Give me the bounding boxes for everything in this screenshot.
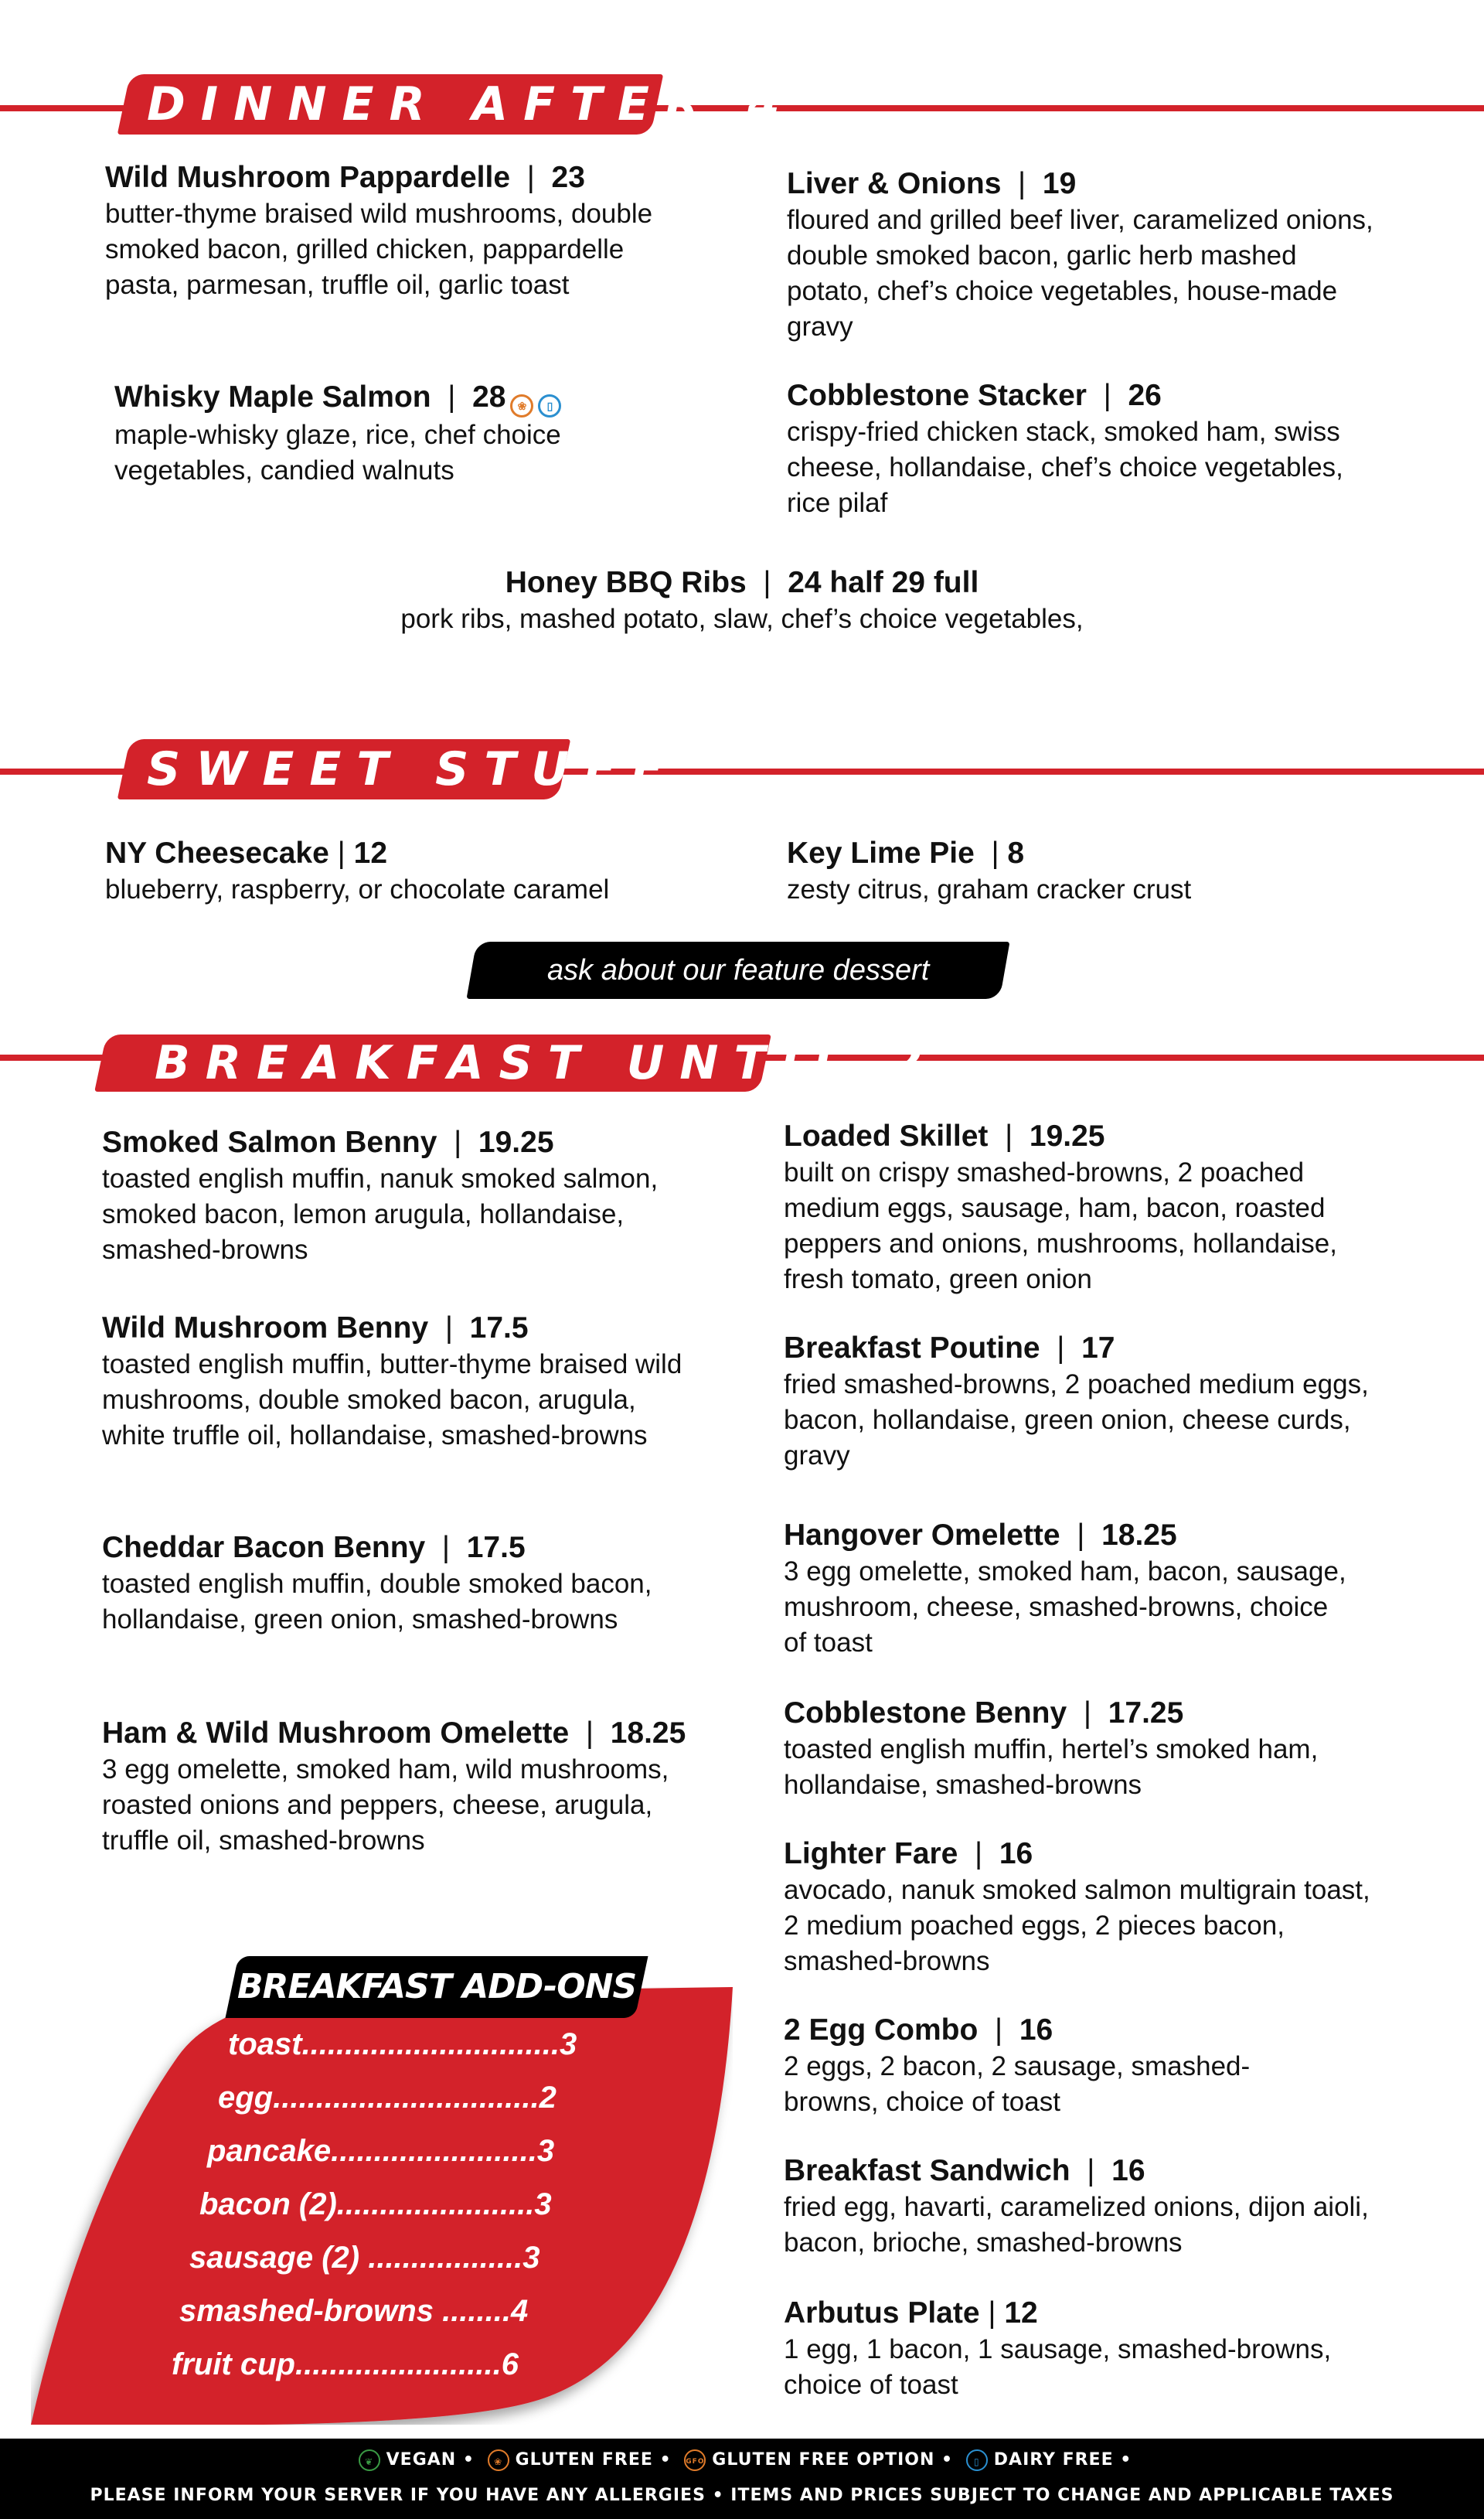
addon-item: pancake........................3 [207,2134,555,2168]
sweet-banner [117,739,679,799]
addon-item: egg...............................2 [218,2081,556,2115]
dairy-free-icon: ▯ [966,2449,988,2471]
item-name: Whisky Maple Salmon [114,380,431,414]
addon-item: bacon (2).......................3 [199,2187,552,2221]
addon-item: sausage (2) ..................3 [189,2241,540,2275]
item-name: Hangover Omelette [784,1519,1060,1552]
addons-title: BREAKFAST ADD-ONS [237,1967,637,2006]
item-desc: avocado, nanuk smoked salmon multigrain toast, 2 medium poached eggs, 2 pieces bacon, smashed-browns [784,1875,1370,1976]
breakfast-title: BREAKFAST UNTIL 2 [155,1036,938,1090]
feature-dessert-banner [466,942,1009,999]
item-price: 28 [472,380,506,414]
item-name: Key Lime Pie [787,837,975,870]
dinner-banner [117,74,795,135]
legend-label: DAIRY FREE [993,2450,1114,2470]
item-name: Cheddar Bacon Benny [102,1531,426,1564]
menu-item: Ham & Wild Mushroom Omelette | 18.25 3 egg omelette, smoked ham, wild mushrooms, roasted onions and peppers, cheese, arugula, truffle oil, smashed-browns [102,1715,705,1859]
item-price: 19 [1042,167,1077,200]
legend-label: GLUTEN FREE [515,2450,653,2470]
menu-item: Whisky Maple Salmon | 28 ❀ ▯ maple-whisky glaze, rice, chef choice vegetables, candied walnuts [114,379,655,489]
dinner-title: DINNER AFTER 4 [147,77,795,131]
diet-legend: ❦ VEGAN • ❀ GLUTEN FREE • GFO GLUTEN FREE OPTION • ▯ DAIRY FREE • [0,2446,1484,2474]
item-price: 16 [999,1837,1033,1870]
item-desc: 2 eggs, 2 bacon, 2 sausage, smashed-browns, choice of toast [784,2051,1251,2117]
allergy-note: PLEASE INFORM YOUR SERVER IF YOU HAVE ANY ALLERGIES • ITEMS AND PRICES SUBJECT TO CHANGE AND APPLICABLE TAXES [90,2486,1394,2505]
menu-item: Breakfast Sandwich | 16 fried egg, havarti, caramelized onions, dijon aioli, bacon, brioche, smashed-browns [784,2153,1387,2261]
menu-item: Liver & Onions | 19 floured and grilled beef liver, caramelized onions, double smoked bacon, garlic herb mashed potato, chef’s choice vegetables, house-made gravy [787,165,1374,345]
item-name: NY Cheesecake [105,837,329,870]
item-price: 16 [1111,2154,1145,2187]
item-price: 12 [353,837,388,870]
item-desc: crispy-fried chicken stack, smoked ham, swiss cheese, hollandaise, chef’s choice vegetables, rice pilaf [787,417,1343,518]
item-desc: blueberry, raspberry, or chocolate caramel [105,874,610,905]
gluten-free-icon: ❀ [488,2449,509,2471]
menu-item: Key Lime Pie | 8 zesty citrus, graham cracker crust [787,835,1374,908]
item-desc: fried smashed-browns, 2 poached medium eggs, bacon, hollandaise, green onion, cheese curds, gravy [784,1369,1369,1471]
item-name: Ham & Wild Mushroom Omelette [102,1716,570,1750]
item-desc: zesty citrus, graham cracker crust [787,874,1192,905]
item-desc: floured and grilled beef liver, caramelized onions, double smoked bacon, garlic herb mashed potato, chef’s choice vegetables, house-made gravy [787,205,1373,342]
item-desc: butter-thyme braised wild mushrooms, double smoked bacon, grilled chicken, pappardelle pasta, parmesan, truffle oil, garlic toast [105,199,653,300]
item-name: Lighter Fare [784,1837,958,1870]
menu-item: Honey BBQ Ribs | 24 half 29 full pork ribs, mashed potato, slaw, chef’s choice vegetables, [278,564,1206,637]
item-price: 23 [551,161,585,194]
item-name: Breakfast Poutine [784,1331,1040,1365]
addon-item: smashed-browns ........4 [179,2294,529,2328]
menu-item: NY Cheesecake | 12 blueberry, raspberry, or chocolate caramel [105,835,723,908]
item-name: Liver & Onions [787,167,1002,200]
item-desc: built on crispy smashed-browns, 2 poached medium eggs, sausage, ham, bacon, roasted peppers and onions, mushrooms, hollandaise, fresh tomato, green onion [784,1157,1337,1294]
item-price: 17.5 [469,1311,529,1345]
item-desc: fried egg, havarti, caramelized onions, dijon aioli, bacon, brioche, smashed-browns [784,2192,1369,2258]
menu-item: Lighter Fare | 16 avocado, nanuk smoked salmon multigrain toast, 2 medium poached eggs, 2 pieces bacon, smashed-browns [784,1836,1387,1979]
menu-item: Wild Mushroom Benny | 17.5 toasted english muffin, butter-thyme braised wild mushrooms, double smoked bacon, arugula, white truffle oil, hollandaise, smashed-browns [102,1310,705,1454]
item-desc: 3 egg omelette, smoked ham, bacon, sausage, mushroom, cheese, smashed-browns, choice of toast [784,1556,1346,1658]
legend-label: VEGAN [386,2450,457,2470]
item-name: Loaded Skillet [784,1120,989,1153]
menu-item: Cobblestone Stacker | 26 crispy-fried chicken stack, smoked ham, swiss cheese, hollandaise, chef’s choice vegetables, rice pilaf [787,377,1374,521]
footer [0,2439,1484,2519]
item-name: 2 Egg Combo [784,2013,979,2047]
menu-item: Hangover Omelette | 18.25 3 egg omelette, smoked ham, bacon, sausage, mushroom, cheese, smashed-browns, choice of toast [784,1517,1356,1661]
item-desc: toasted english muffin, nanuk smoked salmon, smoked bacon, lemon arugula, hollandaise, smashed-browns [102,1164,659,1265]
item-name: Smoked Salmon Benny [102,1126,437,1159]
item-price: 18.25 [1101,1519,1177,1552]
item-price: 17.25 [1108,1696,1184,1730]
item-desc: 3 egg omelette, smoked ham, wild mushrooms, roasted onions and peppers, cheese, arugula, truffle oil, smashed-browns [102,1754,669,1856]
dairy-free-icon: ▯ [538,394,561,418]
menu-item: Arbutus Plate | 12 1 egg, 1 bacon, 1 sausage, smashed-browns, choice of toast [784,2295,1387,2403]
item-name: Cobblestone Benny [784,1696,1067,1730]
item-name: Honey BBQ Ribs [505,566,747,599]
addons-title-banner [225,1956,648,2018]
addon-item: fruit cup........................6 [172,2347,519,2381]
addons-list [155,2018,618,2391]
item-name: Wild Mushroom Benny [102,1311,429,1345]
addon-item: toast..............................3 [228,2027,577,2061]
legend-label: GLUTEN FREE OPTION [712,2450,935,2470]
item-name: Breakfast Sandwich [784,2154,1070,2187]
item-desc: maple-whisky glaze, rice, chef choice vegetables, candied walnuts [114,420,561,486]
menu-item: 2 Egg Combo | 16 2 eggs, 2 bacon, 2 sausage, smashed-browns, choice of toast [784,2012,1325,2120]
menu-item: Wild Mushroom Pappardelle | 23 butter-thyme braised wild mushrooms, double smoked bacon, grilled chicken, pappardelle pasta, parmesan, truffle oil, garlic toast [105,159,693,303]
menu-item: Cobblestone Benny | 17.25 toasted english muffin, hertel’s smoked ham, hollandaise, smashed-browns [784,1695,1402,1803]
sweet-title: SWEET STUFF [147,742,679,796]
item-price: 19.25 [1029,1120,1105,1153]
item-price: 8 [1007,837,1025,870]
menu-item: Loaded Skillet | 19.25 built on crispy smashed-browns, 2 poached medium eggs, sausage, ham, bacon, roasted peppers and onions, mushrooms, hollandaise, fresh tomato, green onion [784,1118,1387,1297]
item-desc: pork ribs, mashed potato, slaw, chef’s choice vegetables, [400,604,1084,634]
feature-dessert-text: ask about our feature dessert [546,954,930,987]
item-desc: 1 egg, 1 bacon, 1 sausage, smashed-browns, choice of toast [784,2334,1332,2400]
item-desc: toasted english muffin, double smoked bacon, hollandaise, green onion, smashed-browns [102,1569,652,1634]
gluten-free-option-icon: GFO [684,2449,706,2471]
item-desc: toasted english muffin, butter-thyme braised wild mushrooms, double smoked bacon, arugula, white truffle oil, hollandaise, smashed-browns [102,1349,682,1450]
item-price: 16 [1019,2013,1053,2047]
menu-item: Cheddar Bacon Benny | 17.5 toasted english muffin, double smoked bacon, hollandaise, green onion, smashed-browns [102,1529,689,1638]
item-price: 24 half 29 full [788,566,979,599]
item-name: Arbutus Plate [784,2296,980,2330]
item-name: Cobblestone Stacker [787,379,1087,412]
item-price: 26 [1128,379,1162,412]
menu-item: Breakfast Poutine | 17 fried smashed-browns, 2 poached medium eggs, bacon, hollandaise, green onion, cheese curds, gravy [784,1330,1371,1474]
vegan-icon: ❦ [359,2449,380,2471]
item-price: 17 [1081,1331,1115,1365]
breakfast-banner [94,1035,938,1092]
item-price: 12 [1004,2296,1038,2330]
menu-item: Smoked Salmon Benny | 19.25 toasted english muffin, nanuk smoked salmon, smoked bacon, lemon arugula, hollandaise, smashed-browns [102,1124,705,1268]
item-price: 18.25 [610,1716,686,1750]
item-name: Wild Mushroom Pappardelle [105,161,511,194]
item-desc: toasted english muffin, hertel’s smoked ham, hollandaise, smashed-browns [784,1734,1319,1800]
item-price: 17.5 [466,1531,526,1564]
item-price: 19.25 [478,1126,554,1159]
gluten-free-icon: ❀ [510,394,533,418]
